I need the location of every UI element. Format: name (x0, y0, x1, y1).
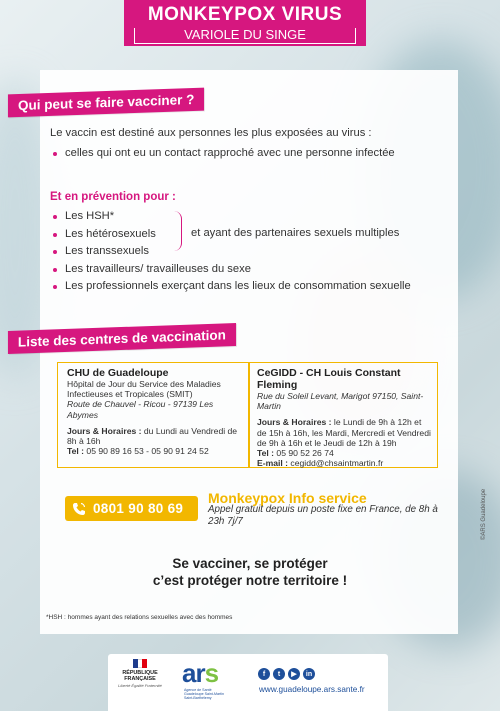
website-link[interactable]: www.guadeloupe.ars.sante.fr (259, 685, 365, 694)
list-item: Les hétérosexuels (50, 228, 430, 242)
center-tel (67, 446, 245, 456)
info-service-title: Monkeypox Info service (208, 490, 367, 506)
phone-badge[interactable] (65, 496, 198, 521)
slogan (70, 555, 430, 589)
center-cegidd (257, 367, 433, 468)
footer-logos (108, 654, 388, 711)
slogan-line: c’est protéger notre territoire ! (152, 573, 348, 588)
tel-label: Tel : (67, 446, 85, 457)
center-chu (67, 367, 245, 456)
center-address: Route de Chauvel - Ricou - 97139 Les Abymes (67, 399, 214, 420)
column-divider (248, 363, 250, 467)
list-item: Les HSH* (50, 210, 430, 224)
list-item: celles qui ont eu un contact rapproché avec une personne infectée (50, 147, 420, 161)
center-name: CeGIDD - CH Louis Constant Fleming (257, 367, 401, 391)
tel-value: 05 90 89 16 53 - 05 90 91 24 52 (84, 446, 209, 457)
hours-value: du Lundi au Vendredi de 8h à 16h (67, 425, 238, 447)
eligibility-list (50, 147, 420, 161)
center-email (257, 458, 433, 468)
tel-value: 05 90 52 26 74 (274, 448, 334, 459)
brace-text: et ayant des partenaires sexuels multiples (191, 227, 400, 239)
email-value: cegidd@chsaintmartin.fr (288, 458, 384, 469)
ars-logo: ars Agence de Santé Guadeloupe Saint-Martin Saint-Barthélemy (182, 658, 224, 701)
prevention-title: Et en prévention pour : (50, 191, 176, 203)
linkedin-icon[interactable]: in (303, 668, 315, 680)
list-item: Les transsexuels (50, 245, 430, 259)
center-hours (67, 426, 245, 446)
intro-text: Le vaccin est destiné aux personnes les plus exposées au virus : (50, 127, 372, 139)
page-subtitle: VARIOLE DU SINGE (134, 28, 356, 44)
info-service-subtitle: Appel gratuit depuis un poste fixe en France, de 8h à 23h 7j/7 (208, 504, 438, 527)
social-links (258, 668, 315, 680)
section-tag-who: Qui peut se faire vacciner ? (8, 88, 204, 118)
page-title: MONKEYPOX VIRUS (147, 4, 343, 25)
photo-credit: ©ARS Guadeloupe (481, 488, 487, 540)
hours-value: le Lundi de 9h à 12h et de 15h à 16h, les Mardi, Mercredi et Vendredi de 9h à 16h et le Jeudi de 12h à 19h (257, 417, 431, 448)
section-tag-centers: Liste des centres de vaccination (8, 323, 236, 354)
republique-francaise-logo: RÉPUBLIQUE FRANÇAISE Liberté Égalité Fraternité (118, 659, 162, 688)
center-hours (257, 417, 433, 448)
center-desc: Hôpital de Jour du Service des Maladies Infectieuses et Tropicales (SMIT) (67, 379, 221, 400)
center-address: Rue du Soleil Levant, Marigot 97150, Saint-Martin (257, 391, 424, 412)
french-flag-icon (133, 659, 147, 668)
title-banner (124, 0, 366, 46)
tel-label: Tel : (257, 448, 275, 459)
center-name: CHU de Guadeloupe (67, 367, 169, 379)
centers-box (57, 362, 438, 468)
email-label: E-mail : (257, 458, 289, 469)
list-item: Les professionnels exerçant dans les lieux de consommation sexuelle (50, 280, 430, 294)
twitter-icon[interactable]: t (273, 668, 285, 680)
hours-label: Jours & Horaires : (67, 425, 142, 436)
slogan-line: Se vacciner, se protéger (172, 556, 328, 571)
facebook-icon[interactable]: f (258, 668, 270, 680)
footnote: *HSH : hommes ayant des relations sexuelles avec des hommes (46, 614, 233, 621)
prevention-list (50, 210, 430, 298)
list-item: Les travailleurs/ travailleuses du sexe (50, 263, 430, 277)
youtube-icon[interactable]: ▶ (288, 668, 300, 680)
phone-icon (71, 501, 87, 517)
phone-number: 0801 90 80 69 (93, 501, 184, 516)
brace-bracket (173, 211, 182, 251)
hours-label: Jours & Horaires : (257, 417, 332, 428)
center-tel (257, 448, 433, 458)
